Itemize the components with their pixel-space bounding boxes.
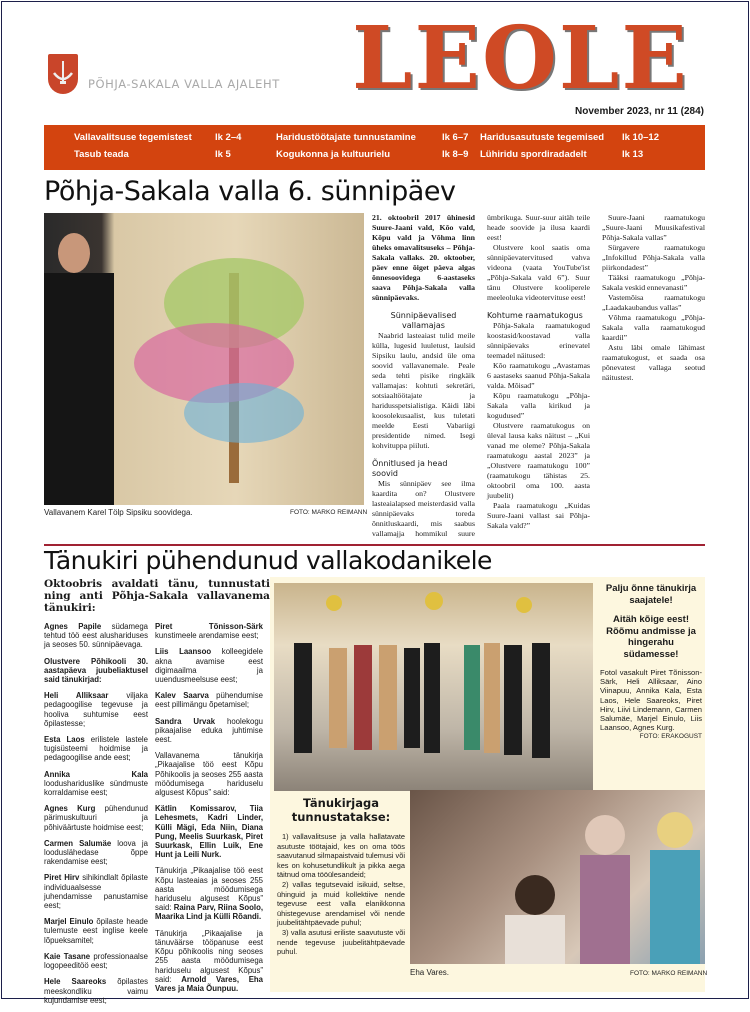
subheading: Sünnipäevalised vallamajas bbox=[390, 311, 457, 330]
entry-text: õpilastes meeskondliku vaimu kujundamise eest; bbox=[44, 977, 148, 1005]
recipient-entry bbox=[155, 866, 263, 921]
article-intro: Oktoobris avaldati tänu, tunnustati ning anti Põhja-Sakala vallavanema tänukiri: bbox=[44, 578, 270, 614]
photo-caption: Fotol vasakult Piret Tõnisson-Särk, Heli Alliksaar, Aino Viinapuu, Annika Kala, Esta Laos, Hele Saareoks, Piret Hirv, Liivi Lindemann, Carmen Salumäe, Marjel Einulo, Liis Laansoo, Agnes Kurg. bbox=[600, 668, 702, 733]
recipient-entry bbox=[155, 751, 263, 797]
recipient-name: Olustvere Põhikooli 30. aastapäeva juubeliaktusel said tänukirjad: bbox=[44, 656, 148, 685]
criteria-item: 1) vallavalitsuse ja valla hallatavate asutuste töötajaid, kes on oma töös saavutanud silmapaistvaid tulemusi või kes on kohusetundlikult ja pikka aega täitnud oma tööülesandeid; bbox=[277, 832, 405, 880]
recipient-entry bbox=[44, 770, 148, 798]
article-lead: 21. oktoobril 2017 ühinesid Suure-Jaani vald, Kõo vald, Kõpu vald ja Võhma linn üheks omavalitsuseks – Põhja-Sakala vallaks. 20. oktoober, päev enne õiget päeva algas õnnesoovidega 6-aastaseks saava Põhja-Sakala valla sünnipäevaks. bbox=[372, 213, 475, 302]
issue-info: November 2023, nr 11 (284) bbox=[575, 106, 704, 117]
photo-credit: FOTO: MARKO REIMANN bbox=[630, 970, 708, 977]
recipient-name: Hele Saareoks bbox=[44, 977, 107, 987]
recipients-column-2 bbox=[155, 622, 263, 1000]
recipient-entry bbox=[155, 717, 263, 745]
recipient-entry bbox=[155, 929, 263, 993]
recipient-name: Marjel Einulo bbox=[44, 917, 94, 927]
entry-text: professionaalse logopeeditöö eest; bbox=[44, 951, 148, 971]
recipient-entry bbox=[44, 735, 148, 763]
paragraph: Sürgavere raamatukogu „Infokillud Põhja-Sakala valla piirkondadest” bbox=[602, 243, 705, 272]
recipient-entry bbox=[44, 657, 148, 685]
entry-text: pühendunud pärimuskultuuri ja põhiväärtuste hoidmise eest; bbox=[44, 804, 148, 832]
recipient-name: Raina Parv, Riina Soolo, Maarika Lind ja Külli Rõandi. bbox=[155, 903, 263, 922]
photo-caption: Vallavanem Karel Tölp Sipsiku soovidega. bbox=[44, 508, 193, 517]
recipient-name: Agnes Papile bbox=[44, 622, 102, 631]
recipient-entry bbox=[44, 839, 148, 867]
toc-item-title[interactable]: Tasub teada bbox=[74, 149, 129, 160]
entry-text: viljaka pedagoogilise tegevuse ja hooliva suhtumise eest õpilastesse; bbox=[44, 691, 148, 728]
recipient-entry bbox=[44, 622, 148, 650]
entry-text: kolleegidele akna avamise eest digimaailma ja uuendusmeelsuse eest; bbox=[155, 647, 263, 685]
coat-of-arms-logo bbox=[48, 54, 78, 94]
recipient-name: Piret Hirv bbox=[44, 873, 80, 883]
recipient-entry bbox=[44, 804, 148, 832]
recipient-name: Carmen Salumäe bbox=[44, 838, 112, 848]
entry-text: Tänukirja „Pikaajalise ja tänuväärse tööpanuse eest Kõpu põhikoolis ning seoses 255 aasta möödumisega hariduselu algusest Kõpus” said: bbox=[155, 928, 263, 984]
photo-eha-vares bbox=[410, 790, 705, 964]
table-of-contents bbox=[44, 125, 705, 170]
toc-item-pages: lk 5 bbox=[215, 149, 231, 160]
entry-text: erilistele lastele tugisüsteemi hoidmise ja pedagoogilise ande eest; bbox=[44, 735, 148, 763]
article-headline: Põhja-Sakala valla 6. sünnipäev bbox=[44, 176, 456, 207]
recipient-name: Esta Laos bbox=[44, 735, 85, 745]
tagline: PÕHJA-SAKALA VALLA AJALEHT bbox=[88, 77, 280, 91]
entry-text: õpilaste heade tulemuste eest inglise keele lõpueksamitel; bbox=[44, 917, 148, 945]
recipient-entry bbox=[44, 977, 148, 1005]
toc-item-title[interactable]: Kogukonna ja kultuurielu bbox=[276, 149, 391, 160]
recipient-name: Agnes Kurg bbox=[44, 804, 96, 814]
paragraph: Kõo raamatukogu „Avastamas 6 aastaseks saanud Põhja-Sakala valda. Mõisad” bbox=[487, 361, 590, 390]
recipient-entry bbox=[44, 917, 148, 945]
toc-item-title[interactable]: Haridusasutuste tegemised bbox=[480, 132, 605, 143]
recipient-name: Piret Tõnisson-Särk bbox=[155, 622, 263, 631]
paragraph: Olustvere kool saatis oma sünnipäevatervitused vahva videona (vaata YouTube'ist „Põhja-Sakala vald 6”). Suur tänu Olustvere kooliperele meeleoluka videotervituse eest! bbox=[487, 243, 590, 302]
toc-item-pages: lk 8–9 bbox=[442, 149, 469, 160]
entry-text: loodushariduslike sündmuste korraldamise eest; bbox=[44, 778, 148, 798]
entry-text: loova ja looduslähedase õppe rakendamise eest; bbox=[44, 838, 148, 867]
group-photo-award-recipients bbox=[274, 583, 593, 791]
recipient-name: Annika Kala bbox=[44, 769, 148, 779]
thanks-heading: Aitäh kõige eest! Rõõmu andmisse ja hingerahu südamesse! bbox=[606, 614, 696, 660]
entry-text: Vallavanema tänukirja „Pikaajalise töö eest Kõpu Põhikoolis ja seoses 255 aasta möödumisega hariduselu algusest Kõpus” said: bbox=[155, 751, 263, 798]
paragraph: Kõpu raamatukogu „Põhja-Sakala valla kirikud ja kogudused” bbox=[487, 391, 590, 420]
criteria-item: 2) vallas tegutsevaid isikuid, seltse, ühinguid ja muid kollektiive nende tegevuse eest valla elanikkonna ühistegevuse arendamisel või nende juubelitähtpäevade puhul; bbox=[277, 879, 405, 928]
subheading: Õnnitlused ja head soovid bbox=[372, 459, 448, 478]
recipient-entry bbox=[155, 647, 263, 684]
recipient-name: Heli Alliksaar bbox=[44, 691, 109, 701]
criteria-heading: Tänukirjaga tunnustatakse: bbox=[291, 796, 391, 824]
recipient-name: Sandra Urvak bbox=[155, 716, 216, 726]
article-body bbox=[372, 213, 705, 543]
recipient-name: Kalev Saarva bbox=[155, 691, 209, 701]
photo-credit: FOTO: ERAKOGUST bbox=[639, 733, 702, 741]
paragraph: Astu läbi omale lähimast raamatukogust, et saada osa põnevatest vallaga seotud näitustest. bbox=[602, 343, 705, 382]
recipient-name: Kätlin Komissarov, Tiia Lehesmets, Kadri Linder, Külli Mägi, Eda Niin, Diana Pung, Meelis Suurkask, Piret Suurkask, Ellin Luik, Ene Hunt ja Leili Nurk. bbox=[155, 804, 263, 860]
entry-text: südamega tehtud töö eest alushariduses ja seoses 50. sünnipäevaga. bbox=[44, 622, 149, 650]
subheading: Kohtume raamatukogus bbox=[487, 311, 583, 320]
article-headline: Tänukiri pühendunud vallakodanikele bbox=[44, 546, 492, 575]
recipient-entry bbox=[155, 691, 263, 709]
recipient-entry bbox=[44, 691, 148, 728]
photo-credit: FOTO: MARKO REIMANN bbox=[290, 509, 368, 516]
entry-text: hoolekogu pikaajalise eduka juhtimise eest. bbox=[155, 716, 263, 745]
toc-item-pages: lk 10–12 bbox=[622, 132, 659, 143]
recipient-name: Arnold Vares, Eha Vares ja Maia Õunpuu. bbox=[155, 974, 264, 993]
paragraph: Tääksi raamatukogu „Põhja-Sakala veskid ennevanasti” bbox=[602, 273, 705, 292]
toc-item-title[interactable]: Vallavalitsuse tegemistest bbox=[74, 132, 192, 143]
paragraph: Põhja-Sakala raamatukogud koostasid/koostavad valla sünnipäevaks erinevatel teemadel näitused: bbox=[487, 321, 590, 360]
entry-text: kunstimeele arendamise eest; bbox=[155, 631, 259, 641]
congratulations-heading: Palju õnne tänukirja saajatele! bbox=[605, 583, 697, 606]
recipient-name: Kaie Tasane bbox=[44, 951, 91, 961]
recipient-entry bbox=[155, 804, 263, 859]
toc-item-pages: lk 13 bbox=[622, 149, 644, 160]
paragraph: Naabrid lasteaiast tulid meile külla, lugesid luuletust, laulsid Sipsiku laulu, andsid üle oma soovid vallavanemale. Peale seda tehti pisike ringkäik vallamajas: kohtuti sekretäri, sotsiaaltöötajate ja haridusspetsialistiga. Käidi läbi koosolekusaalist, kus tuletati meelde Eesti Vabariigi presidentide nimed. Isegi kohvituppa piiluti. bbox=[372, 331, 475, 450]
toc-item-pages: lk 2–4 bbox=[215, 132, 242, 143]
entry-text: sihikindlalt õpilaste individuaalsesse juhendamisse panustamise eest; bbox=[44, 873, 148, 911]
recipient-entry bbox=[155, 622, 263, 640]
entry-text: Tänukirja „Pikaajalise töö eest Kõpu lasteaias ja seoses 255 aasta möödumisega hariduselu algusest Kõpus” said: bbox=[155, 866, 263, 913]
criteria-box bbox=[277, 796, 405, 957]
paragraph: Võhma raamatukogu „Põhja-Sakala valla raamatukogud kaardil” bbox=[602, 313, 705, 342]
photo-caption: Eha Vares. bbox=[410, 968, 449, 977]
recipient-entry bbox=[44, 952, 148, 970]
toc-item-pages: lk 6–7 bbox=[442, 132, 469, 143]
paragraph: Vastemõisa raamatukogu „Laadakaubandus vallas” bbox=[602, 293, 705, 312]
criteria-item: 3) valla asutusi eriliste saavutuste või nende tegevuse juubelitähtpäevade puhul. bbox=[277, 927, 405, 957]
toc-item-title[interactable]: Lühiridu spordiradadelt bbox=[480, 149, 587, 160]
paragraph: Suure-Jaani raamatukogu „Suure-Jaani Muusikafestival Põhja-Sakala vallas” bbox=[602, 213, 705, 242]
paragraph: Paala raamatukogu „Kuidas Suure-Jaani vallast sai Põhja-Sakala vald?” bbox=[487, 501, 590, 530]
toc-item-title[interactable]: Haridustöötajate tunnustamine bbox=[276, 132, 416, 143]
article-photo-mayor-with-poster bbox=[44, 213, 364, 505]
newspaper-logo: LEOLE bbox=[352, 8, 689, 109]
paragraph: Olustvere raamatukogus on üleval lausa kaks näitust – „Kui vanad me oleme? Põhja-Sakala raamatukogu aastal 2023” ja „Olustvere raamatukogu 100” (raamatukogu tähistas 25. oktoobril oma 100. aasta juubelit) bbox=[487, 421, 590, 500]
recipient-name: Liis Laansoo bbox=[155, 647, 212, 657]
congratulations-box bbox=[600, 583, 702, 740]
paragraph: Mis sünnipäev see ilma kaardita on? Olustvere lasteaialapsed meisterdasid valla sünnipäevaks toreda õnnitluskaardi, mis saabus vallamajja hommikul suure ümbrikuga. Suur-suur aitäh teile heade soovide ja ilusa kaardi eest! bbox=[372, 213, 590, 538]
entry-text: pühendumise eest pillimängu õpetamisel; bbox=[155, 691, 263, 710]
recipients-column-1 bbox=[44, 622, 148, 1012]
recipient-entry bbox=[44, 873, 148, 910]
